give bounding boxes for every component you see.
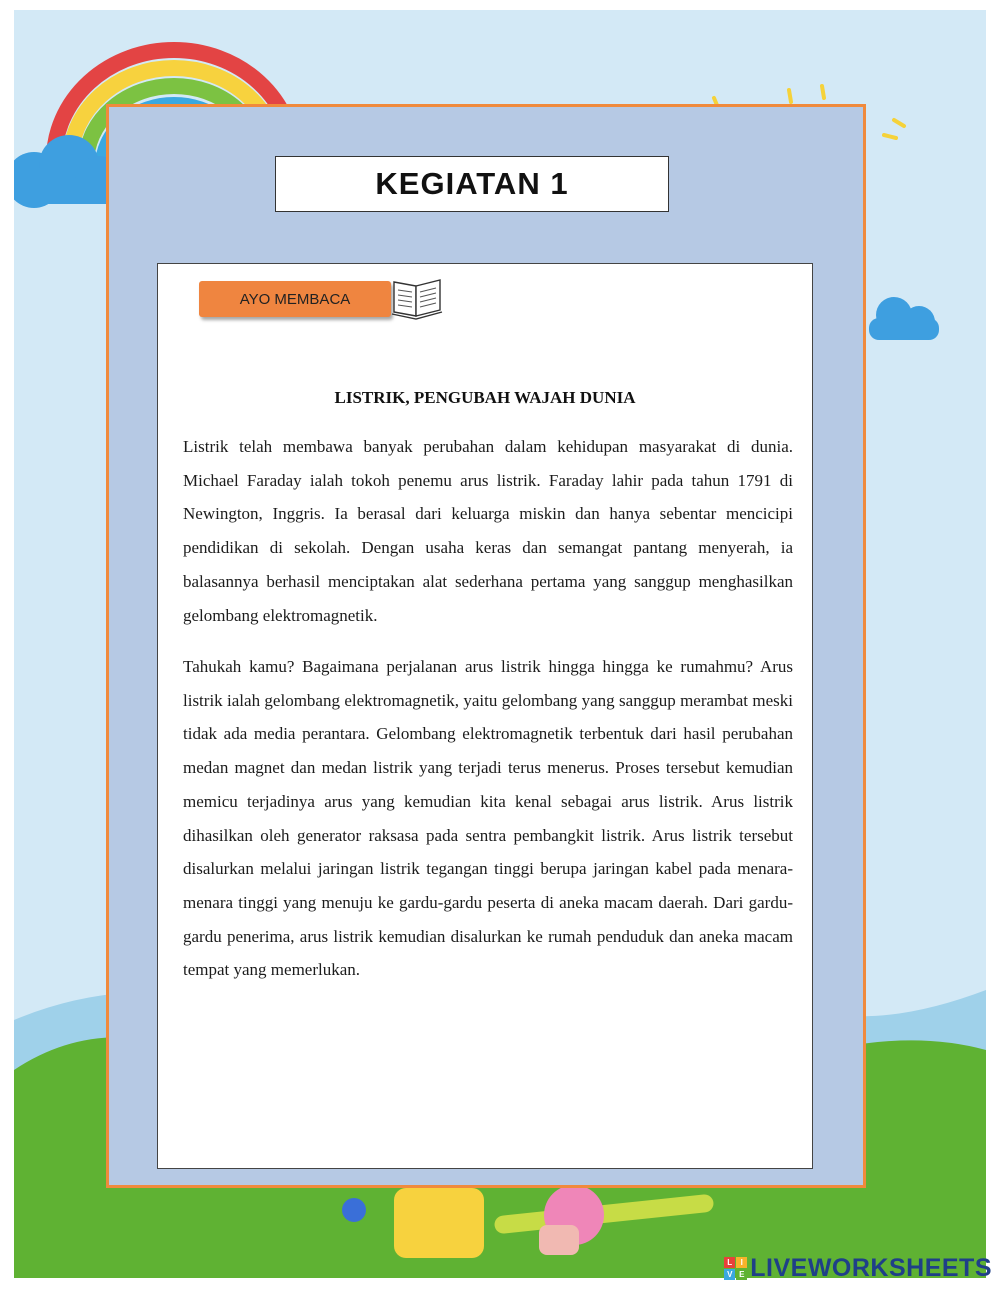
paragraph-2: Tahukah kamu? Bagaimana perjalanan arus listrik hingga hingga ke rumahmu? Arus listrik ialah gelombang elektromagnetik, yaitu gelombang yang sanggup merambat meski tidak ada media perantara. Gelombang elektromagnetik terbentuk dari hasil perubahan medan magnet dan medan listrik yang terjadi terus menerus. Proses tersebut kemudian memicu terjadinya arus yang kemudian kita kenal sebagai arus listrik. Arus listrik dihasilkan oleh generator raksasa pada sentra pembangkit listrik. Arus listrik tersebut disalurkan melalui jaringan listrik tegangan tinggi berupa jaringan kabel pada menara-menara tinggi yang menuju ke gardu-gardu peserta di aneka macam daerah. Dari gardu-gardu penerima, arus listrik kemudian disalurkan ke rumah penduduk dan aneka macam tempat yang memerlukan. (183, 657, 793, 980)
logo-letter: L (724, 1257, 735, 1268)
logo-letter: I (736, 1257, 747, 1268)
logo-letter: V (724, 1269, 735, 1280)
liveworksheets-watermark (724, 1253, 992, 1283)
logo-letter: E (736, 1269, 747, 1280)
reading-heading: LISTRIK, PENGUBAH WAJAH DUNIA (334, 388, 636, 407)
ayo-membaca-badge: AYO MEMBACA (199, 281, 391, 317)
title-box (275, 156, 669, 212)
open-book-icon (390, 272, 444, 320)
cloud-right (869, 297, 939, 340)
liveworksheets-logo-icon (724, 1257, 747, 1280)
page-title: KEGIATAN 1 (375, 166, 569, 201)
watermark-text: LIVEWORKSHEETS (750, 1253, 992, 1282)
reading-panel (157, 263, 813, 1169)
paragraph-1: Listrik telah membawa banyak perubahan dalam kehidupan masyarakat di dunia. Michael Faraday ialah tokoh penemu arus listrik. Faraday lahir pada tahun 1791 di Newington, Inggris. Ia berasal dari keluarga miskin dan hanya sebentar mencicipi pendidikan di sekolah. Dengan usaha keras dan semangat pantang menyerah, ia balasannya berhasil menciptakan alat sederhana pertama yang sanggup menghasilkan gelombang elektromagnetik. (183, 437, 793, 625)
